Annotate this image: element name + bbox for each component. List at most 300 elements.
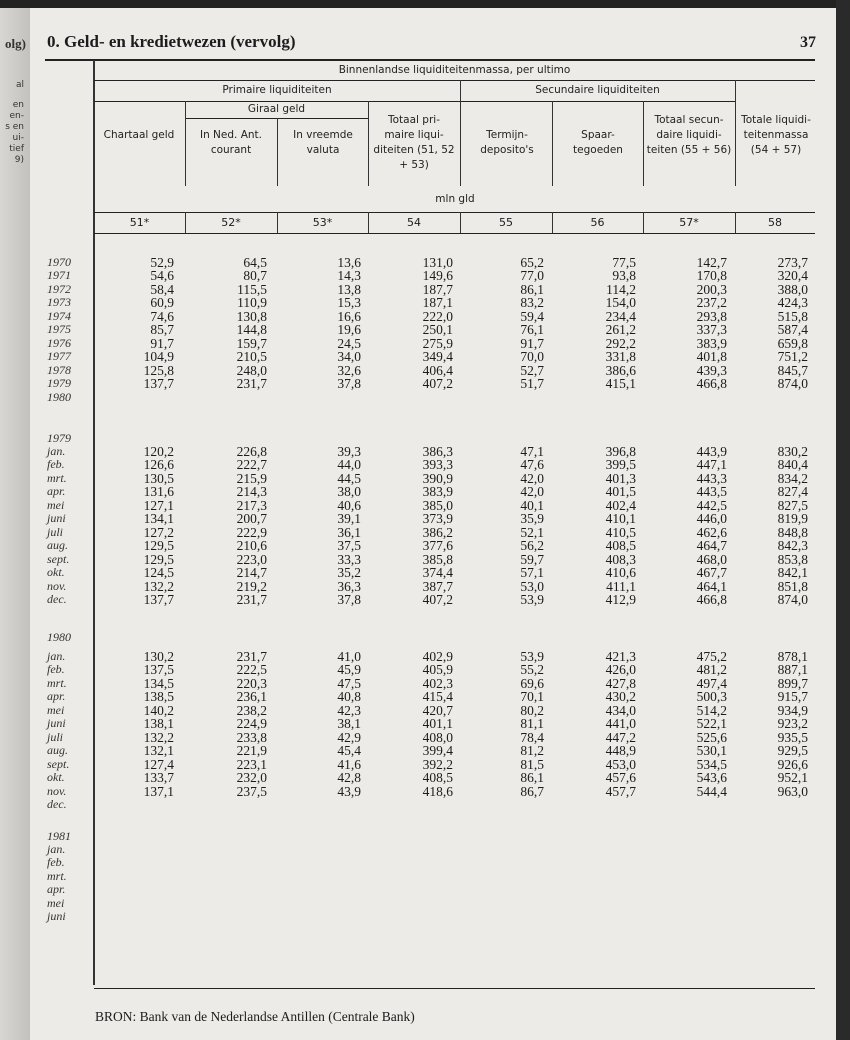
cell-col-51: 134,1 (143, 511, 174, 527)
cell-col-51: 131,6 (143, 484, 174, 500)
cell-col-58: 848,8 (777, 524, 808, 540)
cell-col-58: 819,9 (777, 511, 808, 527)
cell-col-57: 466,8 (696, 591, 727, 607)
cell-col-55: 42,0 (520, 470, 544, 486)
cell-col-57: 464,7 (696, 538, 727, 554)
cell-col-54: 187,1 (422, 295, 453, 311)
cell-col-53: 40,8 (337, 689, 361, 705)
row-period: nov. (47, 783, 67, 798)
cell-col-55: 69,6 (520, 675, 544, 691)
column-code-7: 58 (768, 216, 782, 229)
cell-col-52: 219,2 (236, 578, 267, 594)
cell-col-56: 453,0 (605, 756, 636, 772)
cell-col-55: 47,6 (520, 457, 544, 473)
cell-col-52: 232,0 (236, 770, 267, 786)
cell-col-51: 104,9 (143, 349, 174, 365)
column-code-3: 54 (407, 216, 421, 229)
row-period: feb. (47, 855, 65, 870)
cell-col-52: 64,5 (243, 255, 267, 270)
row-period: 1973 (47, 295, 71, 310)
margin-fragment: tief (9, 144, 24, 154)
cell-col-57: 525,6 (696, 729, 727, 745)
row-period: mrt. (47, 868, 67, 883)
cell-col-53: 42,9 (337, 729, 361, 745)
cell-col-53: 42,8 (337, 770, 361, 786)
cell-col-51: 124,5 (143, 565, 174, 581)
cell-col-56: 415,1 (605, 376, 636, 392)
header-col-58: Totale liquidi- teitenmassa (54 + 57) (741, 114, 811, 156)
cell-col-54: 349,4 (422, 349, 453, 365)
cell-col-58: 878,1 (777, 649, 808, 664)
cell-col-54: 386,2 (422, 524, 453, 540)
cell-col-52: 210,6 (236, 538, 267, 554)
cell-col-55: 42,0 (520, 484, 544, 500)
cell-col-53: 45,9 (337, 662, 361, 678)
cell-col-54: 275,9 (422, 335, 453, 351)
cell-col-56: 410,5 (605, 524, 636, 540)
cell-col-55: 91,7 (520, 335, 544, 351)
cell-col-55: 86,7 (520, 783, 544, 799)
cell-col-52: 130,8 (236, 308, 267, 324)
cell-col-51: 130,2 (143, 649, 174, 664)
cell-col-55: 70,1 (520, 689, 544, 705)
row-period: apr. (47, 689, 66, 704)
cell-col-56: 457,6 (605, 770, 636, 786)
cell-col-56: 408,3 (605, 551, 636, 567)
row-period: mei (47, 702, 65, 717)
row-period: dec. (47, 591, 67, 606)
cell-col-55: 83,2 (520, 295, 544, 311)
cell-col-57: 530,1 (696, 743, 727, 759)
cell-col-55: 53,9 (520, 591, 544, 607)
cell-col-57: 170,8 (696, 268, 727, 284)
row-period: dec. (47, 796, 67, 811)
header-col-51: Chartaal geld (103, 129, 175, 141)
cell-col-58: 842,1 (777, 565, 808, 581)
cell-col-53: 34,0 (337, 349, 361, 365)
cell-col-58: 515,8 (777, 308, 808, 324)
margin-fragment: en (12, 100, 24, 110)
cell-col-58: 923,2 (777, 716, 808, 732)
row-period: feb. (47, 662, 65, 677)
cell-col-52: 223,0 (236, 551, 267, 567)
cell-col-52: 248,0 (236, 362, 267, 378)
cell-col-56: 401,5 (605, 484, 636, 500)
cell-col-53: 45,4 (337, 743, 361, 759)
row-period: sept. (47, 551, 70, 566)
unit-label: mln gld (435, 193, 475, 205)
row-period: 1970 (47, 255, 71, 269)
cell-col-51: 140,2 (143, 702, 174, 718)
cell-col-58: 915,7 (777, 689, 808, 705)
cell-col-52: 231,7 (236, 591, 267, 607)
cell-col-58: 830,2 (777, 444, 808, 459)
row-period: okt. (47, 565, 65, 580)
cell-col-54: 402,9 (422, 649, 453, 664)
header-main: Binnenlandse liquiditeitenmassa, per ultimo (338, 64, 571, 76)
cell-col-51: 130,5 (143, 470, 174, 486)
cell-col-54: 406,4 (422, 362, 453, 378)
header-primaire: Primaire liquiditeiten (222, 84, 332, 96)
cell-col-58: 874,0 (777, 376, 808, 392)
bottom-rule (94, 988, 815, 989)
cell-col-54: 407,2 (422, 591, 453, 607)
cell-col-53: 37,8 (337, 376, 361, 392)
cell-col-55: 59,7 (520, 551, 544, 567)
header-rule (94, 80, 815, 81)
cell-col-53: 44,5 (337, 470, 361, 486)
cell-col-58: 887,1 (777, 662, 808, 678)
cell-col-58: 273,7 (777, 255, 808, 270)
row-period: apr. (47, 882, 66, 897)
cell-col-53: 32,6 (337, 362, 361, 378)
row-period: 1976 (47, 335, 71, 350)
cell-col-55: 70,0 (520, 349, 544, 365)
cell-col-54: 393,3 (422, 457, 453, 473)
cell-col-51: 74,6 (150, 308, 174, 324)
cell-col-53: 41,0 (337, 649, 361, 664)
cell-col-51: 132,2 (143, 729, 174, 745)
cell-col-57: 464,1 (696, 578, 727, 594)
cell-col-57: 534,5 (696, 756, 727, 772)
cell-col-53: 37,5 (337, 538, 361, 554)
cell-col-57: 383,9 (696, 335, 727, 351)
cell-col-51: 60,9 (150, 295, 174, 311)
code-row-rule (94, 233, 815, 234)
cell-col-55: 76,1 (520, 322, 544, 338)
column-code-6: 57* (679, 216, 699, 229)
cell-col-56: 410,1 (605, 511, 636, 527)
cell-col-58: 926,6 (777, 756, 808, 772)
cell-col-57: 447,1 (696, 457, 727, 473)
cell-col-58: 963,0 (777, 783, 808, 799)
cell-col-58: 929,5 (777, 743, 808, 759)
cell-col-56: 427,8 (605, 675, 636, 691)
cell-col-57: 497,4 (696, 675, 727, 691)
period-year-label: 1980 (47, 630, 71, 644)
cell-col-52: 233,8 (236, 729, 267, 745)
cell-col-53: 16,6 (337, 308, 361, 324)
cell-col-55: 86,1 (520, 281, 544, 297)
cell-col-56: 261,2 (605, 322, 636, 338)
cell-col-51: 85,7 (150, 322, 174, 338)
row-period: aug. (47, 538, 68, 553)
cell-col-52: 221,9 (236, 743, 267, 759)
cell-col-51: 134,5 (143, 675, 174, 691)
scan-top-edge (0, 0, 850, 8)
column-divider (643, 101, 644, 186)
cell-col-51: 58,4 (150, 281, 174, 297)
cell-col-54: 407,2 (422, 376, 453, 392)
margin-fragment: 9) (14, 155, 24, 165)
cell-col-53: 40,6 (337, 497, 361, 513)
cell-col-55: 55,2 (520, 662, 544, 678)
cell-col-58: 842,3 (777, 538, 808, 554)
cell-col-58: 587,4 (777, 322, 808, 338)
cell-col-57: 544,4 (696, 783, 727, 799)
cell-col-55: 81,5 (520, 756, 544, 772)
cell-col-58: 851,8 (777, 578, 808, 594)
cell-col-57: 543,6 (696, 770, 727, 786)
cell-col-54: 408,0 (422, 729, 453, 745)
cell-col-52: 144,8 (236, 322, 267, 338)
row-period: juni (47, 716, 66, 731)
cell-col-54: 250,1 (422, 322, 453, 338)
header-col-57: Totaal secun- daire liquidi- teiten (55 + 56) (646, 114, 732, 156)
header-giraal-geld: Giraal geld (247, 103, 306, 115)
cell-col-52: 200,7 (236, 511, 267, 527)
cell-col-55: 77,0 (520, 268, 544, 284)
cell-col-51: 137,7 (143, 376, 174, 392)
cell-col-58: 899,7 (777, 675, 808, 691)
code-row-rule (94, 212, 815, 213)
cell-col-57: 337,3 (696, 322, 727, 338)
period-year-label: 1981 (47, 829, 71, 843)
cell-col-51: 138,5 (143, 689, 174, 705)
column-code-4: 55 (499, 216, 513, 229)
cell-col-57: 442,5 (696, 497, 727, 513)
cell-col-57: 293,8 (696, 308, 727, 324)
cell-col-53: 33,3 (337, 551, 361, 567)
cell-col-53: 39,1 (337, 511, 361, 527)
cell-col-56: 93,8 (612, 268, 636, 284)
cell-col-56: 434,0 (605, 702, 636, 718)
cell-col-58: 834,2 (777, 470, 808, 486)
cell-col-54: 187,7 (422, 281, 453, 297)
cell-col-52: 237,5 (236, 783, 267, 799)
row-period: jan. (47, 444, 66, 458)
row-period: juni (47, 511, 66, 526)
cell-col-58: 845,7 (777, 362, 808, 378)
cell-col-56: 411,1 (606, 578, 636, 594)
cell-col-51: 127,2 (143, 524, 174, 540)
cell-col-52: 222,7 (236, 457, 267, 473)
cell-col-52: 231,7 (236, 376, 267, 392)
cell-col-56: 292,2 (605, 335, 636, 351)
cell-col-56: 331,8 (605, 349, 636, 365)
cell-col-58: 952,1 (777, 770, 808, 786)
row-period: 1971 (47, 268, 71, 283)
row-period: aug. (47, 743, 68, 758)
margin-fragment: ui- (12, 133, 24, 143)
cell-col-58: 840,4 (777, 457, 808, 473)
cell-col-56: 448,9 (605, 743, 636, 759)
cell-col-58: 424,3 (777, 295, 808, 311)
cell-col-51: 137,7 (143, 591, 174, 607)
row-period: feb. (47, 457, 65, 472)
row-period: juli (47, 729, 64, 744)
cell-col-51: 125,8 (143, 362, 174, 378)
cell-col-55: 56,2 (520, 538, 544, 554)
cell-col-56: 114,2 (606, 281, 636, 297)
cell-col-56: 441,0 (605, 716, 636, 732)
row-period: okt. (47, 770, 65, 785)
cell-col-55: 57,1 (520, 565, 544, 581)
cell-col-53: 37,8 (337, 591, 361, 607)
cell-col-51: 127,4 (143, 756, 174, 772)
cell-col-54: 408,5 (422, 770, 453, 786)
cell-col-55: 81,1 (520, 716, 544, 732)
cell-col-58: 935,5 (777, 729, 808, 745)
row-period: mei (47, 895, 65, 910)
cell-col-55: 35,9 (520, 511, 544, 527)
header-col-53: In vreemde valuta (293, 129, 353, 156)
cell-col-57: 401,8 (696, 349, 727, 365)
cell-col-56: 426,0 (605, 662, 636, 678)
header-col-52: In Ned. Ant. courant (199, 129, 263, 156)
cell-col-53: 38,0 (337, 484, 361, 500)
cell-col-53: 39,3 (337, 444, 361, 459)
cell-col-53: 24,5 (337, 335, 361, 351)
cell-col-56: 408,5 (605, 538, 636, 554)
cell-col-52: 224,9 (236, 716, 267, 732)
cell-col-51: 138,1 (143, 716, 174, 732)
cell-col-55: 53,0 (520, 578, 544, 594)
cell-col-57: 467,7 (696, 565, 727, 581)
cell-col-54: 374,4 (422, 565, 453, 581)
cell-col-55: 40,1 (520, 497, 544, 513)
header-col-56: Spaar- tegoeden (573, 129, 623, 156)
cell-col-53: 35,2 (337, 565, 361, 581)
row-period: 1974 (47, 308, 71, 323)
cell-col-57: 481,2 (696, 662, 727, 678)
page-number: 37 (800, 34, 816, 51)
row-period: juni (47, 909, 66, 924)
cell-col-52: 238,2 (236, 702, 267, 718)
cell-col-56: 412,9 (605, 591, 636, 607)
cell-col-51: 132,2 (143, 578, 174, 594)
cell-col-57: 142,7 (696, 255, 727, 270)
margin-heading: olg) (5, 36, 26, 51)
cell-col-54: 399,4 (422, 743, 453, 759)
cell-col-53: 36,3 (337, 578, 361, 594)
cell-col-56: 447,2 (605, 729, 636, 745)
cell-col-54: 390,9 (422, 470, 453, 486)
cell-col-54: 402,3 (422, 675, 453, 691)
cell-col-57: 439,3 (696, 362, 727, 378)
cell-col-58: 874,0 (777, 591, 808, 607)
cell-col-51: 129,5 (143, 538, 174, 554)
cell-col-55: 59,4 (520, 308, 544, 324)
cell-col-56: 421,3 (605, 649, 636, 664)
cell-col-56: 234,4 (605, 308, 636, 324)
margin-fragment: en- (9, 111, 24, 121)
cell-col-54: 385,8 (422, 551, 453, 567)
cell-col-57: 475,2 (696, 649, 727, 664)
cell-col-53: 14,3 (337, 268, 361, 284)
cell-col-52: 220,3 (236, 675, 267, 691)
cell-col-53: 15,3 (337, 295, 361, 311)
column-code-1: 52* (221, 216, 241, 229)
cell-col-55: 80,2 (520, 702, 544, 718)
cell-col-54: 131,0 (422, 255, 453, 270)
cell-col-51: 126,6 (143, 457, 174, 473)
header-col-54: Totaal pri- maire liqui- diteiten (51, 52 + 53) (373, 114, 455, 171)
cell-col-51: 54,6 (150, 268, 174, 284)
period-year-label: 1979 (47, 431, 71, 445)
cell-col-52: 215,9 (236, 470, 267, 486)
cell-col-51: 120,2 (143, 444, 174, 459)
cell-col-54: 222,0 (422, 308, 453, 324)
row-period: mei (47, 497, 65, 512)
cell-col-52: 217,3 (236, 497, 267, 513)
cell-col-56: 402,4 (605, 497, 636, 513)
row-period: 1975 (47, 322, 71, 337)
cell-col-54: 386,3 (422, 444, 453, 459)
cell-col-55: 47,1 (520, 444, 544, 459)
cell-col-52: 214,7 (236, 565, 267, 581)
row-period: 1978 (47, 362, 71, 377)
cell-col-51: 137,5 (143, 662, 174, 678)
cell-col-57: 443,5 (696, 484, 727, 500)
cell-col-53: 44,0 (337, 457, 361, 473)
cell-col-56: 399,5 (605, 457, 636, 473)
cell-col-57: 468,0 (696, 551, 727, 567)
cell-col-57: 522,1 (696, 716, 727, 732)
row-period: mrt. (47, 675, 67, 690)
cell-col-55: 81,2 (520, 743, 544, 759)
margin-fragment: al (15, 80, 24, 90)
cell-col-57: 200,3 (696, 281, 727, 297)
cell-col-52: 80,7 (243, 268, 267, 284)
cell-col-55: 65,2 (520, 255, 544, 270)
cell-col-51: 132,1 (143, 743, 174, 759)
column-divider (368, 101, 369, 186)
cell-col-58: 751,2 (777, 349, 808, 365)
top-rule (45, 59, 815, 61)
cell-col-53: 13,8 (337, 281, 361, 297)
cell-col-52: 231,7 (236, 649, 267, 664)
page-title: 0. Geld- en kredietwezen (vervolg) (47, 32, 296, 51)
cell-col-58: 934,9 (777, 702, 808, 718)
header-col-55: Termijn- deposito's (480, 129, 534, 156)
margin-fragment: s en (5, 122, 24, 132)
row-period: nov. (47, 578, 67, 593)
cell-col-58: 853,8 (777, 551, 808, 567)
scan-right-edge (836, 0, 850, 1040)
cell-col-54: 377,6 (422, 538, 453, 554)
cell-col-52: 214,3 (236, 484, 267, 500)
cell-col-52: 222,9 (236, 524, 267, 540)
cell-col-52: 110,9 (237, 295, 267, 311)
column-code-5: 56 (590, 216, 605, 229)
cell-col-53: 47,5 (337, 675, 361, 691)
row-period: mrt. (47, 470, 67, 485)
cell-col-54: 401,1 (422, 716, 453, 732)
cell-col-56: 154,0 (605, 295, 636, 311)
cell-col-54: 387,7 (422, 578, 453, 594)
row-period: sept. (47, 756, 70, 771)
cell-col-56: 457,7 (605, 783, 636, 799)
cell-col-53: 41,6 (337, 756, 361, 772)
cell-col-57: 500,3 (696, 689, 727, 705)
cell-col-53: 38,1 (337, 716, 361, 732)
row-period: 1979 (47, 376, 71, 391)
cell-col-57: 443,9 (696, 444, 727, 459)
cell-col-54: 385,0 (422, 497, 453, 513)
cell-col-58: 388,0 (777, 281, 808, 297)
row-period: jan. (47, 649, 66, 663)
header-secundaire: Secundaire liquiditeiten (535, 84, 660, 96)
cell-col-56: 410,6 (605, 565, 636, 581)
cell-col-52: 210,5 (236, 349, 267, 365)
cell-col-54: 405,9 (422, 662, 453, 678)
cell-col-51: 133,7 (143, 770, 174, 786)
cell-col-55: 52,7 (520, 362, 544, 378)
cell-col-58: 827,4 (777, 484, 808, 500)
cell-col-57: 462,6 (696, 524, 727, 540)
cell-col-57: 466,8 (696, 376, 727, 392)
